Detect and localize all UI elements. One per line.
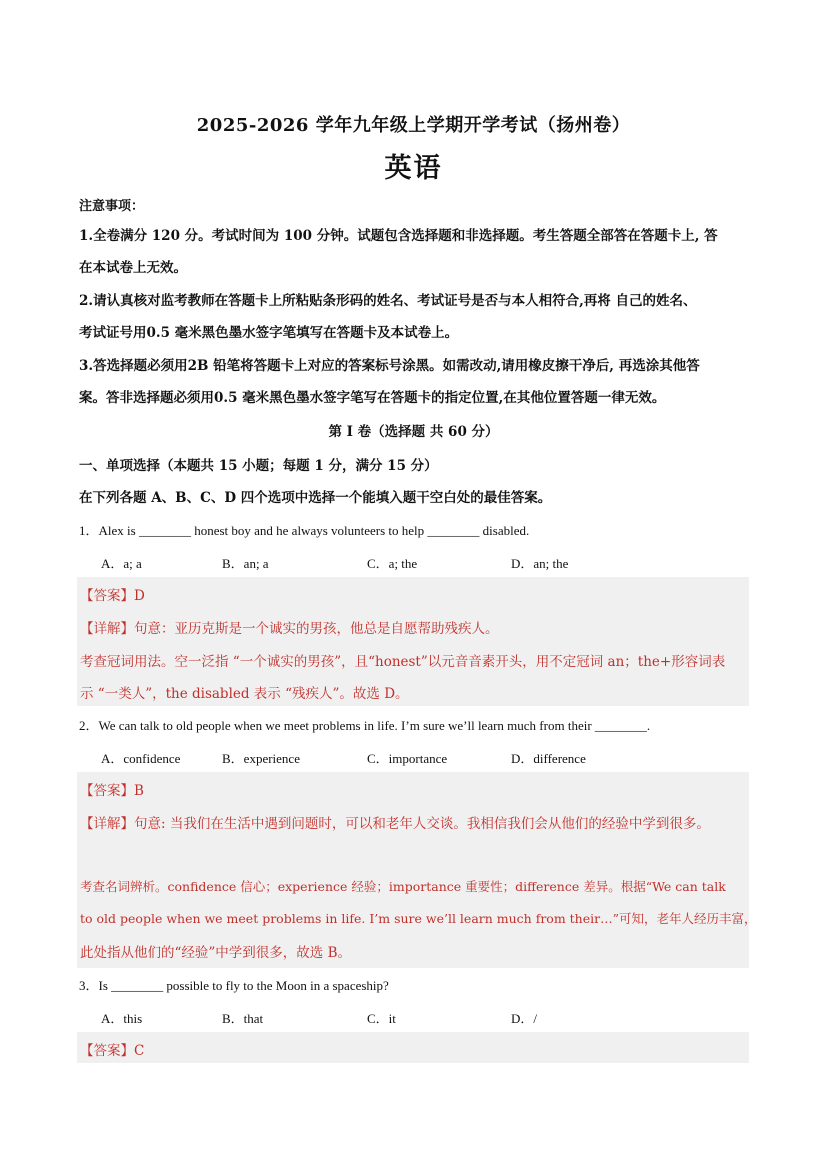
option-a: A．a; a <box>101 556 142 571</box>
option-b: B．that <box>222 1011 264 1026</box>
question-1-stem: 1．Alex is ________ honest boy and he always volunteers to help ________ disabled. <box>79 523 530 538</box>
notice-line: 案。答非选择题必须用0.5 毫米黑色墨水签字笔写在答题卡的指定位置,在其他位置答题一律无效。 <box>79 390 666 406</box>
option-d: D．/ <box>511 1011 538 1026</box>
option-a: A．this <box>101 1011 143 1026</box>
part-heading: 一、单项选择（本题共 15 小题；每题 1 分，满分 15 分） <box>79 458 438 474</box>
explanation-line: 【详解】句意: 当我们在生活中遇到问题时，可以和老年人交谈。我相信我们会从他们的经验中学到很多。 <box>80 816 710 832</box>
subject-title: 英语 <box>384 153 443 184</box>
option-a: A．confidence <box>101 751 181 766</box>
option-c: C．importance <box>367 751 448 766</box>
exam-title: 2025-2026 学年九年级上学期开学考试（扬州卷） <box>196 115 631 136</box>
answer-box-1 <box>77 577 749 706</box>
question-2-stem: 2．We can talk to old people when we meet problems in life. I’m sure we’ll learn much from their ________. <box>79 718 651 733</box>
explanation-line: 【详解】句意：亚历克斯是一个诚实的男孩，他总是自愿帮助残疾人。 <box>80 621 499 637</box>
notice-1 <box>79 220 749 284</box>
answer-box-2 <box>77 772 757 968</box>
answer-label: 【答案】B <box>80 783 144 799</box>
option-d: D．difference <box>511 751 586 766</box>
answer-label: 【答案】C <box>80 1043 145 1059</box>
notice-2 <box>79 285 749 349</box>
option-b: B．experience <box>222 751 300 766</box>
question-3-stem: 3．Is ________ possible to fly to the Moon in a spaceship? <box>79 978 389 993</box>
option-c: C．a; the <box>367 556 418 571</box>
option-d: D．an; the <box>511 556 569 571</box>
notice-line: 2.请认真核对监考教师在答题卡上所粘贴条形码的姓名、考试证号是否与本人相符合,再将 自己的姓名、 <box>79 293 697 309</box>
part-instruction: 在下列各题 A、B、C、D 四个选项中选择一个能填入题干空白处的最佳答案。 <box>79 490 552 506</box>
explanation-line: 示 “一类人”，the disabled 表示 “残疾人”。故选 D。 <box>80 686 409 702</box>
answer-label: 【答案】D <box>80 588 145 604</box>
section-title: 第 I 卷（选择题 共 60 分） <box>328 424 499 440</box>
explanation-line: 考查名词辨析。confidence 信心；experience 经验；importance 重要性；difference 差异。根据“We can talk <box>80 879 726 894</box>
option-b: B．an; a <box>222 556 269 571</box>
notice-line: 在本试卷上无效。 <box>79 260 187 276</box>
explanation-line: 此处指从他们的“经验”中学到很多，故选 B。 <box>80 945 352 961</box>
notice-3 <box>79 350 749 414</box>
notice-line: 3.答选择题必须用2B 铅笔将答题卡上对应的答案标号涂黑。如需改动,请用橡皮擦干净后, 再选涂其他答 <box>79 358 700 374</box>
notes-heading: 注意事项： <box>79 199 145 214</box>
explanation-line: to old people when we meet problems in life. I’m sure we’ll learn much from their…”可知，老年人经历丰富， <box>80 911 757 926</box>
notice-line: 考试证号用0.5 毫米黑色墨水签字笔填写在答题卡及本试卷上。 <box>79 325 459 341</box>
option-c: C．it <box>367 1011 396 1026</box>
notice-line: 1.全卷满分 120 分。考试时间为 100 分钟。试题包含选择题和非选择题。考生答题全部答在答题卡上, 答 <box>79 228 718 244</box>
answer-box-3 <box>77 1032 749 1063</box>
explanation-line: 考查冠词用法。空一泛指 “一个诚实的男孩”，且“honest”以元音音素开头，用不定冠词 an；the+形容词表 <box>80 654 726 670</box>
